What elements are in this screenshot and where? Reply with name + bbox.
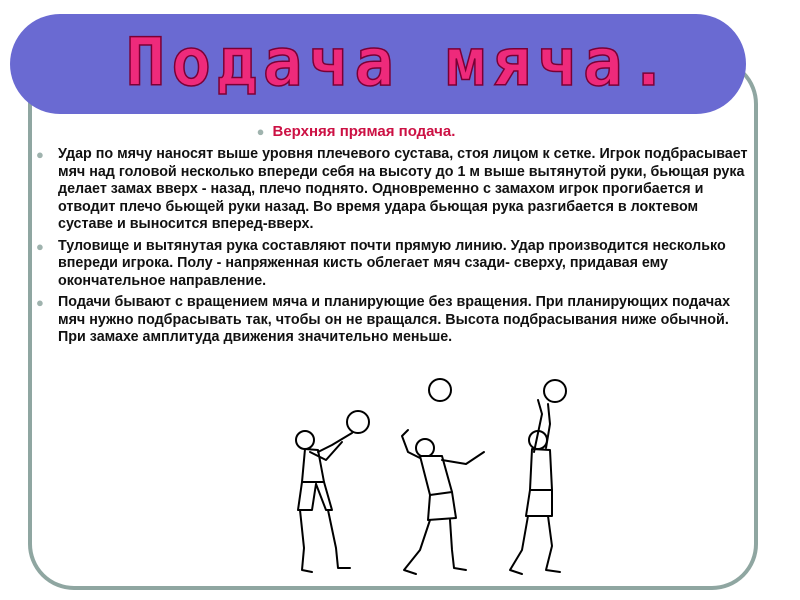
paragraph-text: Удар по мячу наносят выше уровня плечевого сустава, стоя лицом к сетке. Игрок подбрасывает мяч над головой несколько впереди себя на высоту до 1 м выше вытянутой руки, бьющая рука делает замах вверх - назад, плечо поднято. Одновременно с замахом игрок прогибается и отводит плечо бьющей руки назад. Во время удара бьющая рука разгибается в локтевом суставе и выносится вперед-вверх.	[58, 146, 748, 232]
list-item	[36, 146, 756, 234]
player-figure-3	[510, 380, 566, 574]
paragraph-text: Подачи бывают с вращением мяча и планирующие без вращения. При планирующих подачах мяч нужно подбрасывать так, чтобы он не вращался. Высота подбрасывания ниже обычной. При замахе амплитуда движения значительно меньше.	[58, 294, 731, 345]
bullet-icon: ●	[36, 295, 44, 310]
player-figure-2	[402, 379, 484, 574]
paragraph-text: Туловище и вытянутая рука составляют почти прямую линию. Удар производится несколько впереди игрока. Полу - напряженная кисть облегает мяч сзади- сверху, придавая ему окончательное направление.	[58, 237, 726, 289]
list-item	[36, 294, 756, 347]
bullet-icon: ●	[36, 238, 44, 254]
heading-row	[0, 120, 756, 142]
player-figure-1	[296, 411, 369, 572]
section-heading: Верхняя прямая подача.	[272, 122, 456, 140]
bullet-icon: ●	[256, 123, 265, 139]
page-title: Подача мяча.	[125, 24, 675, 101]
bullet-icon: ●	[36, 147, 44, 162]
slide-content	[36, 120, 756, 347]
volleyball-serve-illustration	[270, 370, 590, 590]
list-item	[36, 238, 756, 291]
